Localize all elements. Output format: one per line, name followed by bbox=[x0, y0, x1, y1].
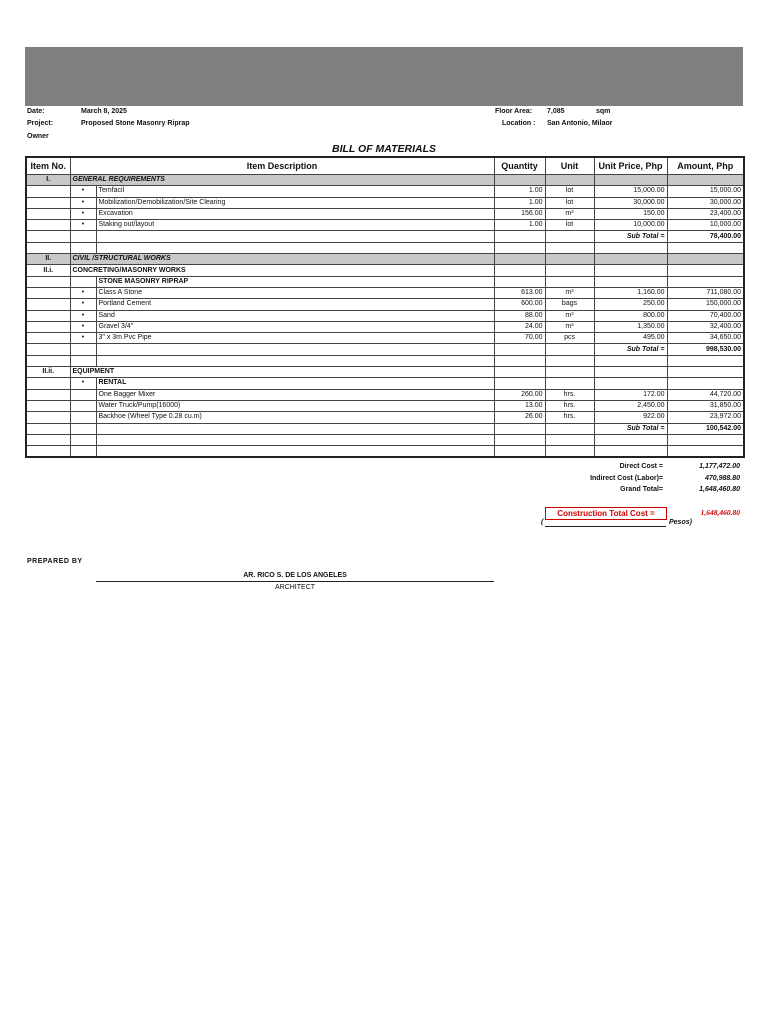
item-no bbox=[26, 310, 70, 321]
item-quantity: 88.00 bbox=[494, 310, 545, 321]
empty-cell bbox=[545, 446, 594, 458]
bullet: • bbox=[70, 333, 96, 344]
bullet: • bbox=[70, 299, 96, 310]
bullet: • bbox=[70, 208, 96, 219]
subtotal-label: Sub Total = bbox=[594, 231, 667, 242]
empty-cell bbox=[26, 423, 70, 434]
table-row bbox=[26, 310, 744, 321]
subtotal-row bbox=[26, 231, 744, 242]
section-title: GENERAL REQUIREMENTS bbox=[70, 175, 494, 186]
item-no: II. bbox=[26, 254, 70, 265]
item-amount: 23,972.00 bbox=[667, 412, 744, 423]
item-no bbox=[26, 412, 70, 423]
item-unit: m³ bbox=[545, 208, 594, 219]
bullet bbox=[70, 400, 96, 411]
item-amount: 711,080.00 bbox=[667, 287, 744, 298]
item-description: Class A Stone bbox=[96, 287, 494, 298]
bullet: • bbox=[70, 186, 96, 197]
item-unit-price: 30,000.00 bbox=[594, 197, 667, 208]
item-quantity: 1.00 bbox=[494, 197, 545, 208]
empty-cell bbox=[494, 231, 545, 242]
empty-cell bbox=[494, 434, 545, 445]
item-quantity: 613.00 bbox=[494, 287, 545, 298]
item-description: Backhoe (Wheel Type 0.28 cu.m) bbox=[96, 412, 494, 423]
empty-cell bbox=[667, 276, 744, 287]
item-unit-price: 495.00 bbox=[594, 333, 667, 344]
bullet bbox=[70, 389, 96, 400]
empty-cell bbox=[545, 378, 594, 389]
construction-total-cost-label: Construction Total Cost = bbox=[545, 507, 667, 520]
item-no bbox=[26, 208, 70, 219]
empty-cell bbox=[545, 175, 594, 186]
item-no bbox=[26, 321, 70, 332]
item-description: Portland Cement bbox=[96, 299, 494, 310]
empty-cell bbox=[594, 367, 667, 378]
item-quantity: 260.00 bbox=[494, 389, 545, 400]
owner-label: Owner bbox=[27, 133, 49, 140]
item-description: Excavation bbox=[96, 208, 494, 219]
empty-cell bbox=[70, 423, 96, 434]
table-row bbox=[26, 208, 744, 219]
bullet: • bbox=[70, 197, 96, 208]
empty-cell bbox=[96, 423, 494, 434]
empty-cell bbox=[70, 434, 96, 445]
table-row bbox=[26, 287, 744, 298]
prepared-by-label: PREPARED BY bbox=[27, 558, 83, 565]
item-unit-price: 800.00 bbox=[594, 310, 667, 321]
empty-cell bbox=[545, 231, 594, 242]
empty-cell bbox=[594, 446, 667, 458]
empty-cell bbox=[545, 276, 594, 287]
empty-cell bbox=[494, 254, 545, 265]
empty-cell bbox=[667, 367, 744, 378]
empty-cell bbox=[594, 434, 667, 445]
bullet: • bbox=[70, 321, 96, 332]
empty-cell bbox=[594, 378, 667, 389]
item-unit-price: 922.00 bbox=[594, 412, 667, 423]
item-unit-price: 250.00 bbox=[594, 299, 667, 310]
empty-cell bbox=[26, 231, 70, 242]
item-unit: m³ bbox=[545, 321, 594, 332]
empty-cell bbox=[494, 344, 545, 355]
item-unit: m³ bbox=[545, 310, 594, 321]
col-header-description: Item Description bbox=[70, 157, 494, 175]
col-header-item-no: Item No. bbox=[26, 157, 70, 175]
empty-cell bbox=[594, 355, 667, 366]
empty-cell bbox=[70, 355, 96, 366]
item-no: II.ii. bbox=[26, 367, 70, 378]
empty-cell bbox=[26, 344, 70, 355]
floor-area-label: Floor Area: bbox=[495, 108, 533, 115]
empty-cell bbox=[494, 367, 545, 378]
subgroup-title: STONE MASONRY RIPRAP bbox=[96, 276, 494, 287]
item-description: Gravel 3/4" bbox=[96, 321, 494, 332]
item-unit-price: 1,160.00 bbox=[594, 287, 667, 298]
empty-cell bbox=[545, 434, 594, 445]
subgroup-row bbox=[26, 378, 744, 389]
item-unit: pcs bbox=[545, 333, 594, 344]
item-no bbox=[26, 287, 70, 298]
empty-cell bbox=[594, 276, 667, 287]
empty-cell bbox=[667, 265, 744, 276]
empty-cell bbox=[96, 355, 494, 366]
item-quantity: 26.00 bbox=[494, 412, 545, 423]
empty-cell bbox=[70, 231, 96, 242]
empty-cell bbox=[545, 242, 594, 253]
blank-row bbox=[26, 355, 744, 366]
section-row bbox=[26, 254, 744, 265]
item-quantity: 156.00 bbox=[494, 208, 545, 219]
empty-cell bbox=[70, 446, 96, 458]
empty-cell bbox=[494, 276, 545, 287]
item-amount: 31,850.00 bbox=[667, 400, 744, 411]
section-title: CIVIL /STRUCTURAL WORKS bbox=[70, 254, 494, 265]
item-amount: 10,000.00 bbox=[667, 220, 744, 231]
item-amount: 150,000.00 bbox=[667, 299, 744, 310]
pesos-close: Pesos) bbox=[669, 519, 692, 526]
empty-cell bbox=[96, 344, 494, 355]
empty-cell bbox=[26, 446, 70, 458]
item-unit: hrs. bbox=[545, 412, 594, 423]
project-value: Proposed Stone Masonry Riprap bbox=[81, 120, 190, 127]
date-label: Date: bbox=[27, 108, 45, 115]
empty-cell bbox=[594, 175, 667, 186]
item-description: Mobilization/Demobilization/Site Clearing bbox=[96, 197, 494, 208]
group-row bbox=[26, 367, 744, 378]
document-title: BILL OF MATERIALS bbox=[331, 143, 437, 155]
table-header-row bbox=[26, 157, 744, 175]
bullet: • bbox=[70, 287, 96, 298]
blank-row bbox=[26, 446, 744, 458]
grand-total-label: Grand Total= bbox=[620, 486, 663, 493]
item-quantity: 600.00 bbox=[494, 299, 545, 310]
table-row bbox=[26, 400, 744, 411]
empty-cell bbox=[96, 231, 494, 242]
group-row bbox=[26, 265, 744, 276]
blank-row bbox=[26, 242, 744, 253]
direct-cost-value: 1,177,472.00 bbox=[699, 463, 740, 470]
empty-cell bbox=[70, 276, 96, 287]
table-row bbox=[26, 389, 744, 400]
item-description: 3" x 3m Pvc Pipe bbox=[96, 333, 494, 344]
col-header-unit: Unit bbox=[545, 157, 594, 175]
table-row bbox=[26, 333, 744, 344]
empty-cell bbox=[594, 265, 667, 276]
item-no bbox=[26, 389, 70, 400]
item-amount: 32,400.00 bbox=[667, 321, 744, 332]
item-amount: 34,650.00 bbox=[667, 333, 744, 344]
item-description: One Bagger Mixer bbox=[96, 389, 494, 400]
grand-total-value: 1,648,460.80 bbox=[699, 486, 740, 493]
empty-cell bbox=[26, 242, 70, 253]
table-row bbox=[26, 186, 744, 197]
empty-cell bbox=[545, 355, 594, 366]
group-title: CONCRETING/MASONRY WORKS bbox=[70, 265, 494, 276]
item-amount: 15,000.00 bbox=[667, 186, 744, 197]
empty-cell bbox=[667, 446, 744, 458]
col-header-unit-price: Unit Price, Php bbox=[594, 157, 667, 175]
item-quantity: 13.00 bbox=[494, 400, 545, 411]
empty-cell bbox=[545, 423, 594, 434]
subgroup-title: RENTAL bbox=[96, 378, 494, 389]
item-no bbox=[26, 333, 70, 344]
bullet: • bbox=[70, 220, 96, 231]
empty-cell bbox=[26, 378, 70, 389]
empty-cell bbox=[667, 175, 744, 186]
table-row bbox=[26, 220, 744, 231]
table-row bbox=[26, 321, 744, 332]
item-unit: hrs. bbox=[545, 389, 594, 400]
empty-cell bbox=[667, 378, 744, 389]
group-title: EQUIPMENT bbox=[70, 367, 494, 378]
item-unit-price: 1,350.00 bbox=[594, 321, 667, 332]
subtotal-amount: 100,542.00 bbox=[667, 423, 744, 434]
location-label: Location : bbox=[502, 120, 536, 127]
item-amount: 30,000.00 bbox=[667, 197, 744, 208]
bullet bbox=[70, 412, 96, 423]
item-unit: lot bbox=[545, 197, 594, 208]
subtotal-row bbox=[26, 344, 744, 355]
amount-in-words-line bbox=[545, 526, 666, 527]
empty-cell bbox=[667, 254, 744, 265]
empty-cell bbox=[545, 367, 594, 378]
construction-total-cost-value: 1,648,460.80 bbox=[700, 508, 740, 517]
empty-cell bbox=[494, 242, 545, 253]
empty-cell bbox=[26, 434, 70, 445]
empty-cell bbox=[594, 242, 667, 253]
empty-cell bbox=[70, 242, 96, 253]
empty-cell bbox=[667, 355, 744, 366]
item-amount: 44,720.00 bbox=[667, 389, 744, 400]
date-value: March 8, 2025 bbox=[81, 108, 127, 115]
table-row bbox=[26, 197, 744, 208]
item-unit: lot bbox=[545, 220, 594, 231]
item-amount: 23,400.00 bbox=[667, 208, 744, 219]
item-no: I. bbox=[26, 175, 70, 186]
item-unit-price: 172.00 bbox=[594, 389, 667, 400]
item-quantity: 70.00 bbox=[494, 333, 545, 344]
table-row bbox=[26, 299, 744, 310]
header-banner bbox=[25, 47, 743, 106]
empty-cell bbox=[494, 175, 545, 186]
direct-cost-label: Direct Cost = bbox=[619, 463, 663, 470]
item-description: Water Truck/Pump(16000) bbox=[96, 400, 494, 411]
subtotal-label: Sub Total = bbox=[594, 344, 667, 355]
empty-cell bbox=[494, 378, 545, 389]
item-no bbox=[26, 186, 70, 197]
indirect-cost-label: Indirect Cost (Labor)= bbox=[590, 475, 663, 482]
subtotal-amount: 78,400.00 bbox=[667, 231, 744, 242]
empty-cell bbox=[545, 265, 594, 276]
item-no bbox=[26, 197, 70, 208]
empty-cell bbox=[96, 242, 494, 253]
item-unit-price: 10,000.00 bbox=[594, 220, 667, 231]
signatory-name: AR. RICO S. DE LOS ANGELES bbox=[243, 572, 347, 579]
item-unit: lot bbox=[545, 186, 594, 197]
empty-cell bbox=[545, 344, 594, 355]
signature-line bbox=[96, 581, 494, 582]
signatory-title: ARCHITECT bbox=[274, 584, 316, 591]
location-value: San Antonio, Milaor bbox=[547, 120, 613, 127]
item-no bbox=[26, 220, 70, 231]
blank-row bbox=[26, 434, 744, 445]
empty-cell bbox=[494, 355, 545, 366]
col-header-quantity: Quantity bbox=[494, 157, 545, 175]
item-unit: m³ bbox=[545, 287, 594, 298]
section-row bbox=[26, 175, 744, 186]
item-quantity: 24.00 bbox=[494, 321, 545, 332]
item-unit-price: 15,000.00 bbox=[594, 186, 667, 197]
floor-area-unit: sqm bbox=[596, 108, 611, 115]
empty-cell bbox=[494, 446, 545, 458]
bullet: • bbox=[70, 378, 96, 389]
empty-cell bbox=[667, 434, 744, 445]
empty-cell bbox=[96, 434, 494, 445]
item-quantity: 1.00 bbox=[494, 186, 545, 197]
item-unit-price: 2,450.00 bbox=[594, 400, 667, 411]
item-no bbox=[26, 400, 70, 411]
indirect-cost-value: 470,988.80 bbox=[704, 475, 740, 482]
col-header-amount: Amount, Php bbox=[667, 157, 744, 175]
item-description: Temfacil bbox=[96, 186, 494, 197]
empty-cell bbox=[545, 254, 594, 265]
subtotal-amount: 998,530.00 bbox=[667, 344, 744, 355]
item-no bbox=[26, 299, 70, 310]
bullet: • bbox=[70, 310, 96, 321]
item-unit-price: 150.00 bbox=[594, 208, 667, 219]
empty-cell bbox=[667, 242, 744, 253]
floor-area-value: 7,085 bbox=[547, 108, 565, 115]
table-row bbox=[26, 412, 744, 423]
bill-of-materials-table bbox=[25, 156, 745, 458]
pesos-open: ( bbox=[541, 519, 544, 526]
subtotal-label: Sub Total = bbox=[594, 423, 667, 434]
item-quantity: 1.00 bbox=[494, 220, 545, 231]
subgroup-row bbox=[26, 276, 744, 287]
item-description: Staking out/layout bbox=[96, 220, 494, 231]
empty-cell bbox=[70, 344, 96, 355]
item-amount: 70,400.00 bbox=[667, 310, 744, 321]
item-no: II.i. bbox=[26, 265, 70, 276]
empty-cell bbox=[594, 254, 667, 265]
empty-cell bbox=[26, 355, 70, 366]
empty-cell bbox=[96, 446, 494, 458]
item-unit: bags bbox=[545, 299, 594, 310]
empty-cell bbox=[26, 276, 70, 287]
empty-cell bbox=[494, 423, 545, 434]
subtotal-row bbox=[26, 423, 744, 434]
project-label: Project: bbox=[27, 120, 54, 127]
item-unit: hrs. bbox=[545, 400, 594, 411]
item-description: Sand bbox=[96, 310, 494, 321]
empty-cell bbox=[494, 265, 545, 276]
